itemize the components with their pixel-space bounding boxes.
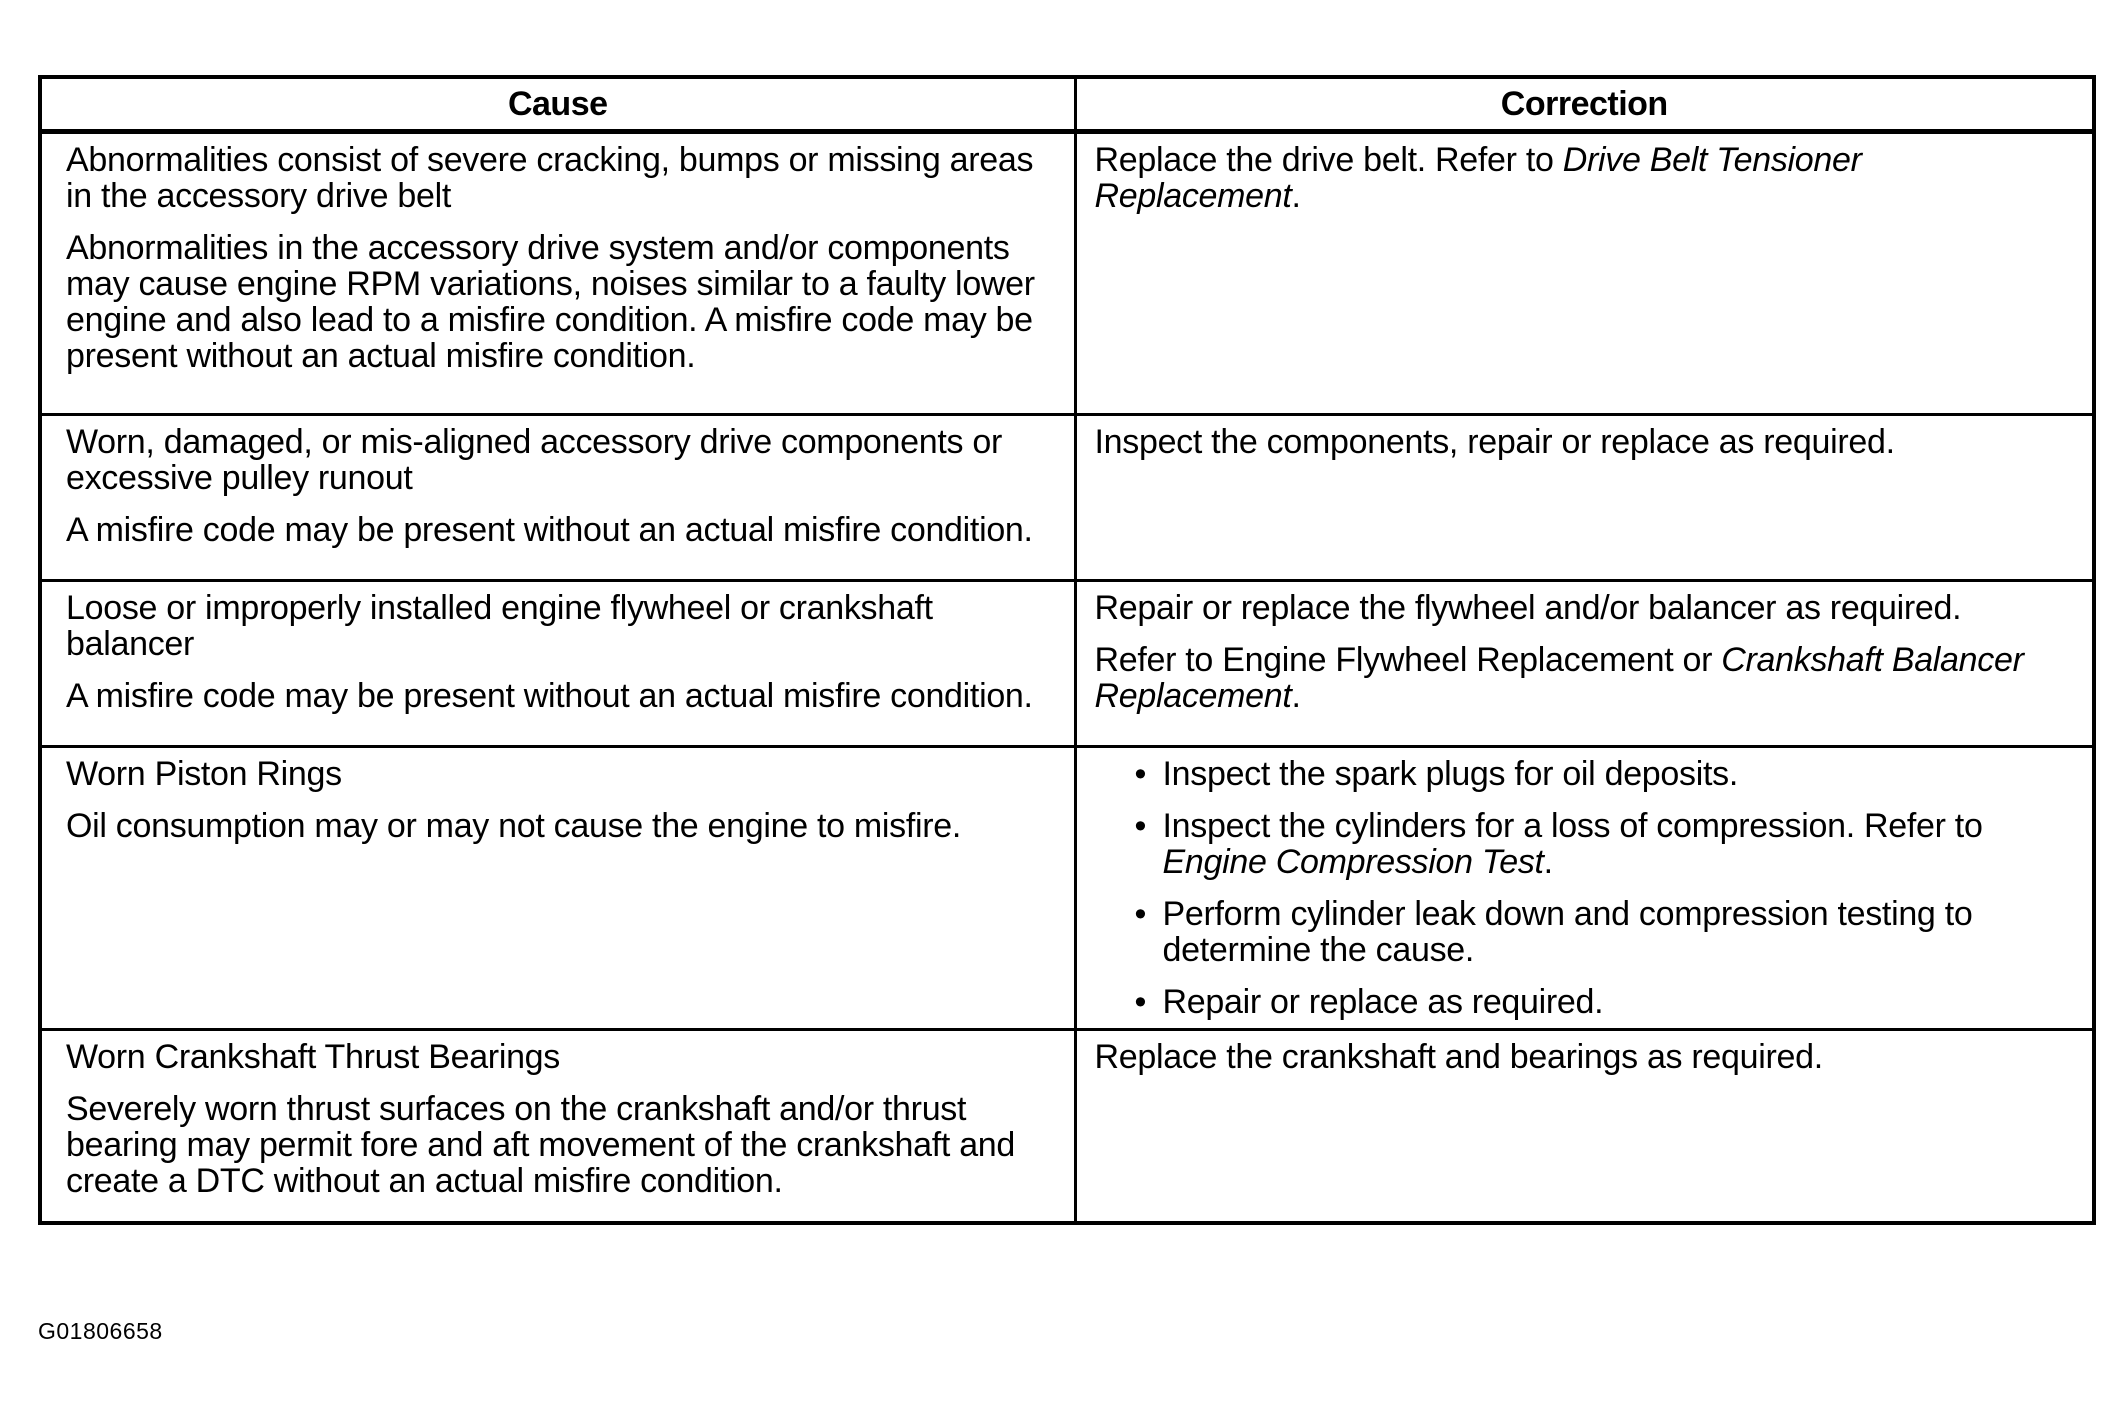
cause-cell [40, 132, 1075, 415]
correction-cell [1075, 1030, 2094, 1223]
list-item: • Perform cylinder leak down and compression testing to determine the cause. [1134, 895, 1973, 969]
cause-cell [40, 415, 1075, 581]
cause-cell [40, 1030, 1075, 1223]
cause-note: Severely worn thrust surfaces on the crankshaft and/or thrust bearing may permit fore and aft movement of the crankshaft and create a DTC without an actual misfire condition. [66, 1090, 1016, 1200]
cause-cell [40, 747, 1075, 1030]
table-row [40, 1030, 2094, 1223]
cause-correction-table [38, 75, 2096, 1225]
cause-text: Worn Crankshaft Thrust Bearings [66, 1038, 560, 1076]
correction-text: Replace the drive belt. Refer to Drive Belt Tensioner Replacement. [1094, 141, 1862, 215]
column-header-cause: Cause [40, 77, 1075, 132]
table-row [40, 415, 2094, 581]
table-row [40, 581, 2094, 747]
cause-text: Loose or improperly installed engine flywheel or crankshaft balancer [66, 589, 933, 663]
procedure-reference: Engine Compression Test [1162, 843, 1544, 881]
correction-cell [1075, 581, 2094, 747]
cause-text: Abnormalities consist of severe cracking, bumps or missing areas in the accessory drive belt [66, 141, 1034, 215]
list-item: • Inspect the spark plugs for oil deposits. [1134, 755, 1738, 793]
cause-cell [40, 581, 1075, 747]
table-row [40, 132, 2094, 415]
table-row [40, 747, 2094, 1030]
list-item: • Inspect the cylinders for a loss of compression. Refer to Engine Compression Test. [1134, 807, 1983, 881]
procedure-reference: Crankshaft Balancer Replacement [1094, 641, 2024, 715]
correction-text: Replace the crankshaft and bearings as required. [1094, 1038, 1823, 1076]
cause-note: Abnormalities in the accessory drive system and/or components may cause engine RPM variations, noises similar to a faulty lower engine and also lead to a misfire condition. A misfire code may be present without an actual misfire condition. [66, 229, 1035, 375]
correction-text: Inspect the components, repair or replace as required. [1094, 423, 1895, 461]
figure-id: G01806658 [38, 1318, 163, 1344]
column-header-correction: Correction [1075, 77, 2094, 132]
cause-text: Worn, damaged, or mis-aligned accessory drive components or excessive pulley runout [66, 423, 1002, 497]
correction-bullet-list [1095, 756, 2075, 1020]
cause-note: Oil consumption may or may not cause the engine to misfire. [66, 807, 962, 845]
bullet-icon: • [1134, 895, 1147, 933]
procedure-reference: Drive Belt Tensioner Replacement [1094, 141, 1862, 215]
correction-cell [1075, 747, 2094, 1030]
cause-note: A misfire code may be present without an actual misfire condition. [66, 677, 1033, 715]
correction-cell [1075, 415, 2094, 581]
bullet-icon: • [1134, 755, 1147, 793]
cause-note: A misfire code may be present without an actual misfire condition. [66, 511, 1033, 549]
correction-reference-text: Refer to Engine Flywheel Replacement or Crankshaft Balancer Replacement. [1094, 641, 2024, 715]
table-header-row [40, 77, 2094, 132]
bullet-icon: • [1134, 983, 1147, 1021]
list-item: • Repair or replace as required. [1134, 983, 1604, 1021]
cause-text: Worn Piston Rings [66, 755, 342, 793]
correction-cell [1075, 132, 2094, 415]
bullet-icon: • [1134, 807, 1147, 845]
correction-text: Repair or replace the flywheel and/or balancer as required. [1094, 589, 1962, 627]
